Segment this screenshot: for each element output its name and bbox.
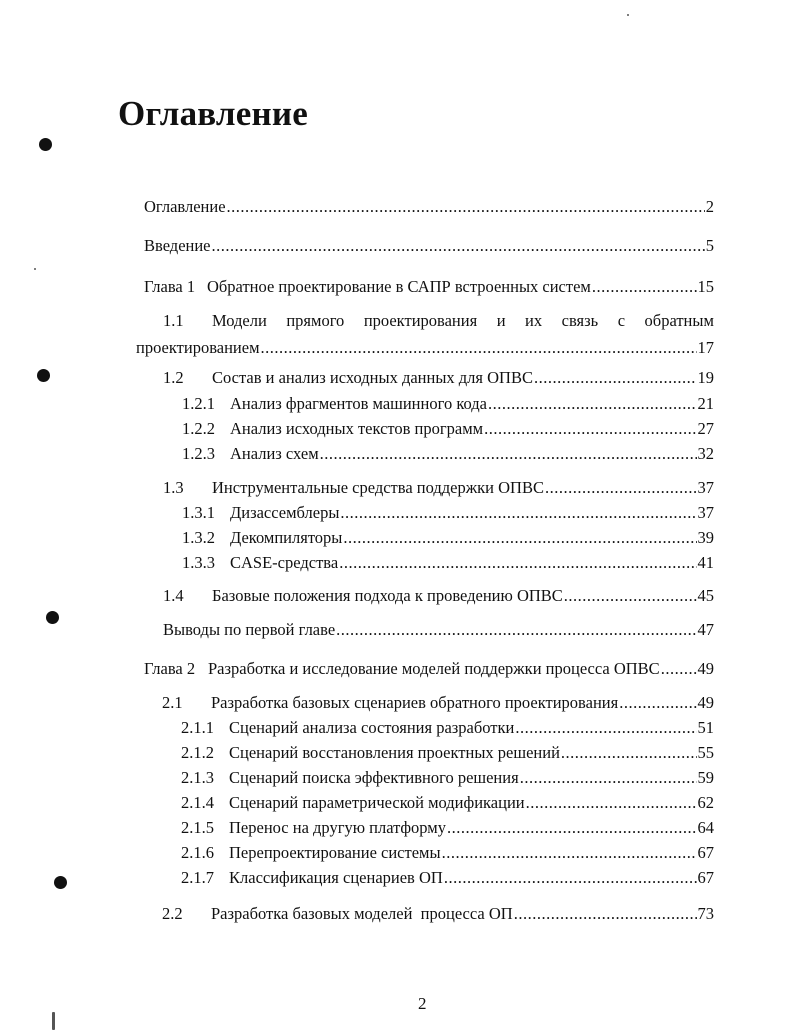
- toc-leader: [661, 661, 697, 678]
- toc-leader: [340, 505, 696, 522]
- toc-number: 1.3: [163, 478, 184, 497]
- toc-entry[interactable]: [162, 695, 714, 712]
- toc-leader: [534, 370, 697, 387]
- toc-entry[interactable]: [181, 870, 714, 887]
- toc-label: Перенос на другую платформу: [229, 818, 446, 837]
- toc-number: 2.2: [162, 904, 183, 923]
- toc-leader: [227, 199, 705, 216]
- toc-number: 1.3.3: [182, 553, 215, 572]
- toc-label: Сценарий восстановления проектных решений: [229, 743, 560, 762]
- scan-blot: [39, 138, 52, 151]
- toc-page: 67: [697, 868, 714, 887]
- toc-leader: [515, 720, 696, 737]
- toc-label: Модели прямого проектирования и их связь с обратным: [212, 311, 714, 330]
- toc-number: 1.4: [163, 586, 184, 605]
- scan-speck: [627, 14, 629, 16]
- toc-leader: [619, 695, 696, 712]
- toc-page: 62: [697, 793, 714, 812]
- toc-label: Сценарий параметрической модификации: [229, 793, 525, 812]
- toc-entry[interactable]: [144, 199, 714, 216]
- toc-number: 1.2.2: [182, 419, 215, 438]
- toc-leader: [526, 795, 697, 812]
- toc-leader: [343, 530, 696, 547]
- toc-page: 17: [697, 338, 714, 357]
- toc-label: Введение: [144, 236, 211, 255]
- toc-number: 1.3.2: [182, 528, 215, 547]
- toc-page: 21: [697, 394, 714, 413]
- toc-leader: [444, 870, 697, 887]
- toc-entry[interactable]: [182, 530, 714, 547]
- toc-page: 55: [697, 743, 714, 762]
- toc-label: Разработка базовых сценариев обратного проектирования: [211, 693, 619, 712]
- toc-page: 5: [705, 236, 714, 255]
- scan-speck: [34, 268, 36, 270]
- toc-number: Глава 2: [144, 659, 196, 678]
- toc-entry[interactable]: [182, 505, 714, 522]
- toc-label-continuation: проектированием: [136, 338, 260, 357]
- toc-entry[interactable]: [181, 770, 714, 787]
- toc-page: 2: [705, 197, 714, 216]
- toc-number: 1.2.1: [182, 394, 215, 413]
- toc-number: 2.1: [162, 693, 183, 712]
- toc-leader: [442, 845, 697, 862]
- toc-label: Декомпиляторы: [230, 528, 343, 547]
- toc-label: Состав и анализ исходных данных для ОПВС: [212, 368, 533, 387]
- toc-number: 2.1.5: [181, 818, 214, 837]
- toc-label: Разработка базовых моделей процесса ОП: [211, 904, 513, 923]
- toc-label: Классификация сценариев ОП: [229, 868, 443, 887]
- toc-label: Выводы по первой главе: [163, 620, 336, 639]
- toc-page: 49: [697, 693, 714, 712]
- toc-number: 2.1.6: [181, 843, 214, 862]
- toc-label: Дизассемблеры: [230, 503, 340, 522]
- toc-page: 51: [697, 718, 714, 737]
- toc-number: 1.2.3: [182, 444, 215, 463]
- toc-page: 45: [697, 586, 714, 605]
- toc-label: Обратное проектирование в САПР встроенных систем: [207, 277, 591, 296]
- scan-speck: [52, 1012, 55, 1030]
- toc-entry[interactable]: [162, 906, 714, 923]
- toc-number: 2.1.7: [181, 868, 214, 887]
- toc-entry[interactable]: [182, 446, 714, 463]
- toc-label: Перепроектирование системы: [229, 843, 441, 862]
- toc-label: CASE-средства: [230, 553, 339, 572]
- toc-number: 2.1.3: [181, 768, 214, 787]
- toc-entry[interactable]: [144, 661, 714, 678]
- toc-leader: [520, 770, 697, 787]
- toc-label: Анализ исходных текстов программ: [230, 419, 484, 438]
- toc-page: 59: [697, 768, 714, 787]
- toc-number: 1.1: [163, 311, 184, 330]
- toc-entry[interactable]: [182, 421, 714, 438]
- toc-entry[interactable]: [181, 720, 714, 737]
- toc-entry[interactable]: [181, 745, 714, 762]
- toc-page: 37: [697, 503, 714, 522]
- toc-label: Оглавление: [144, 197, 226, 216]
- toc-leader: [212, 238, 705, 255]
- toc-entry[interactable]: [144, 279, 714, 296]
- toc-page: 67: [697, 843, 714, 862]
- toc-leader: [261, 340, 697, 357]
- toc-page: 27: [697, 419, 714, 438]
- toc-page: 64: [697, 818, 714, 837]
- toc-page: 41: [697, 553, 714, 572]
- page-title: Оглавление: [118, 94, 308, 133]
- toc-entry[interactable]: [163, 480, 714, 497]
- toc-leader: [561, 745, 697, 762]
- toc-page: 39: [697, 528, 714, 547]
- toc-label: Разработка и исследование моделей поддержки процесса ОПВС: [208, 659, 660, 678]
- toc-page: 32: [697, 444, 714, 463]
- toc-label: Базовые положения подхода к проведению ОПВС: [212, 586, 563, 605]
- toc-entry[interactable]: [144, 238, 714, 255]
- toc-entry[interactable]: [181, 845, 714, 862]
- toc-page: 19: [697, 368, 714, 387]
- toc-leader: [336, 622, 696, 639]
- page-number: 2: [418, 994, 427, 1013]
- toc-page: 15: [697, 277, 714, 296]
- toc-leader: [564, 588, 697, 605]
- toc-number: Глава 1: [144, 277, 196, 296]
- toc-number: 2.1.1: [181, 718, 214, 737]
- toc-number: 2.1.4: [181, 793, 214, 812]
- toc-number: 1.2: [163, 368, 184, 387]
- toc-leader: [545, 480, 697, 497]
- toc-label: Анализ фрагментов машинного кода: [230, 394, 487, 413]
- toc-label: Анализ схем: [230, 444, 319, 463]
- toc-leader: [484, 421, 696, 438]
- toc-entry[interactable]: [163, 588, 714, 605]
- toc-number: 1.3.1: [182, 503, 215, 522]
- toc-label: Сценарий анализа состояния разработки: [229, 718, 515, 737]
- toc-entry[interactable]: [182, 555, 714, 572]
- toc-page: 47: [697, 620, 714, 639]
- toc-leader: [447, 820, 697, 837]
- toc-label: Сценарий поиска эффективного решения: [229, 768, 519, 787]
- toc-leader: [488, 396, 697, 413]
- toc-entry[interactable]: [181, 795, 714, 812]
- toc-leader: [514, 906, 697, 923]
- toc-number: 2.1.2: [181, 743, 214, 762]
- toc-entry[interactable]: [181, 820, 714, 837]
- toc-entry[interactable]: [163, 622, 714, 639]
- toc-page: 49: [697, 659, 714, 678]
- toc-label: Инструментальные средства поддержки ОПВС: [212, 478, 544, 497]
- toc-leader: [339, 555, 696, 572]
- toc-leader: [592, 279, 697, 296]
- toc-entry[interactable]: [163, 370, 714, 387]
- scan-blot: [46, 611, 59, 624]
- toc-page: 73: [697, 904, 714, 923]
- scan-blot: [54, 876, 67, 889]
- toc-entry[interactable]: [182, 396, 714, 413]
- scan-blot: [37, 369, 50, 382]
- toc-page: 37: [697, 478, 714, 497]
- toc-leader: [320, 446, 697, 463]
